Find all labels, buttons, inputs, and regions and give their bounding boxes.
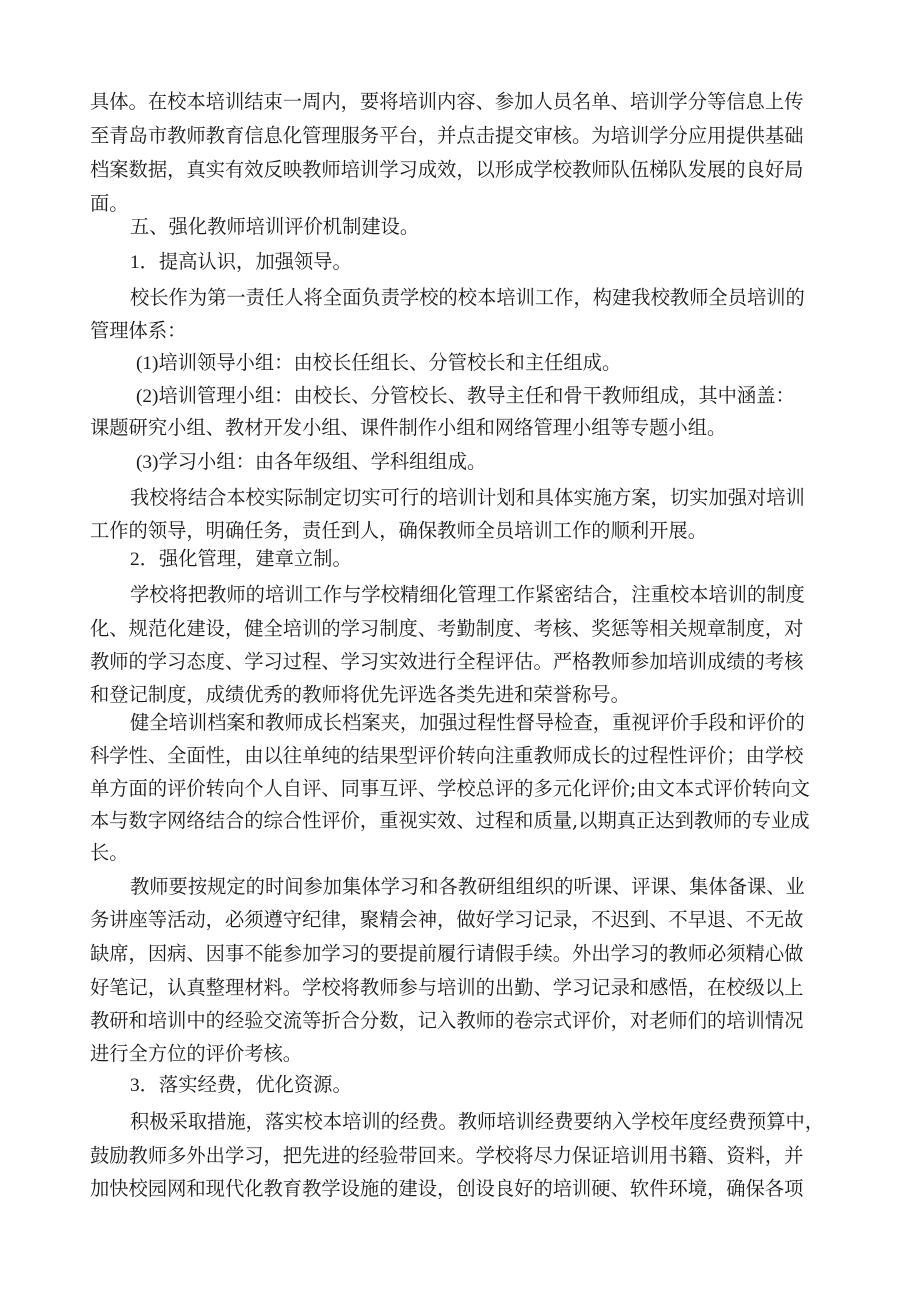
text-line: 单方面的评价转向个人自评、同事互评、学校总评的多元化评价;由文本式评价转向文: [90, 777, 810, 800]
text-line: 档案数据，真实有效反映教师培训学习成效，以形成学校教师队伍梯队发展的良好局: [90, 158, 804, 181]
text-line: 面。: [90, 192, 129, 215]
text-line: 好笔记，认真整理材料。学校将教师参与培训的出勤、学习记录和感悟，在校级以上: [90, 976, 804, 999]
text-line: 至青岛市教师教育信息化管理服务平台，并点击提交审核。为培训学分应用提供基础: [90, 124, 804, 147]
text-line: 校长作为第一责任人将全面负责学校的校本培训工作，构建我校教师全员培训的: [130, 286, 805, 309]
subsection-heading: 2．强化管理，建章立制。: [130, 549, 352, 570]
text-line: 进行全方位的评价考核。: [90, 1042, 303, 1065]
subsection-heading: 1．提高认识，加强领导。: [130, 252, 352, 273]
text-line: 积极采取措施，落实校本培训的经费。教师培训经费要纳入学校年度经费预算中，: [130, 1110, 825, 1133]
list-item: (1)培训领导小组：由校长任组长、分管校长和主任组成。: [136, 353, 622, 374]
section-heading: 五、强化教师培训评价机制建设。: [130, 215, 420, 238]
text-line: 鼓励教师多外出学习，把先进的经验带回来。学校将尽力保证培训用书籍、资料，并: [90, 1144, 804, 1167]
text-line: 科学性、全面性，由以往单纯的结果型评价转向注重教师成长的过程性评价；由学校: [90, 744, 804, 767]
subsection-heading: 3．落实经费，优化资源。: [130, 1075, 352, 1096]
text-line: 管理体系：: [90, 319, 187, 342]
text-line: 和登记制度，成绩优秀的教师将优先评选各类先进和荣誉称号。: [90, 683, 630, 706]
text-line: 课题研究小组、教材开发小组、课件制作小组和网络管理小组等专题小组。: [90, 416, 727, 439]
text-line: 务讲座等活动，必须遵守纪律，聚精会神，做好学习记录，不迟到、不早退、不无故: [90, 908, 804, 931]
text-line: 工作的领导，明确任务，责任到人，确保教师全员培训工作的顺利开展。: [90, 519, 707, 542]
text-line: 教师要按规定的时间参加集体学习和各教研组组织的听课、评课、集体备课、业: [130, 875, 805, 898]
list-item: (2)培训管理小组：由校长、分管校长、教导主任和骨干教师组成，其中涵盖：: [136, 386, 795, 407]
text-line: 本与数字网络结合的综合性评价，重视实效、过程和质量,以期真正达到教师的专业成: [90, 809, 810, 832]
text-line: 健全培训档案和教师成长档案夹，加强过程性督导检查，重视评价手段和评价的: [130, 711, 805, 734]
text-line: 我校将结合本校实际制定切实可行的培训计划和具体实施方案，切实加强对培训: [130, 486, 805, 509]
text-line: 教师的学习态度、学习过程、学习实效进行全程评估。严格教师参加培训成绩的考核: [90, 650, 804, 673]
text-line: 学校将把教师的培训工作与学校精细化管理工作紧密结合，注重校本培训的制度: [130, 583, 805, 606]
list-item: (3)学习小组：由各年级组、学科组组成。: [136, 452, 487, 473]
text-line: 长。: [90, 841, 129, 864]
text-line: 加快校园网和现代化教育教学设施的建设，创设良好的培训硬、软件环境，确保各项: [90, 1177, 804, 1200]
text-line: 具体。在校本培训结束一周内，要将培训内容、参加人员名单、培训学分等信息上传: [90, 90, 804, 113]
text-line: 教研和培训中的经验交流等折合分数，记入教师的卷宗式评价，对老师们的培训情况: [90, 1009, 804, 1032]
text-line: 缺席，因病、因事不能参加学习的要提前履行请假手续。外出学习的教师必须精心做: [90, 942, 804, 965]
text-line: 化、规范化建设，健全培训的学习制度、考勤制度、考核、奖惩等相关规章制度，对: [90, 617, 804, 640]
